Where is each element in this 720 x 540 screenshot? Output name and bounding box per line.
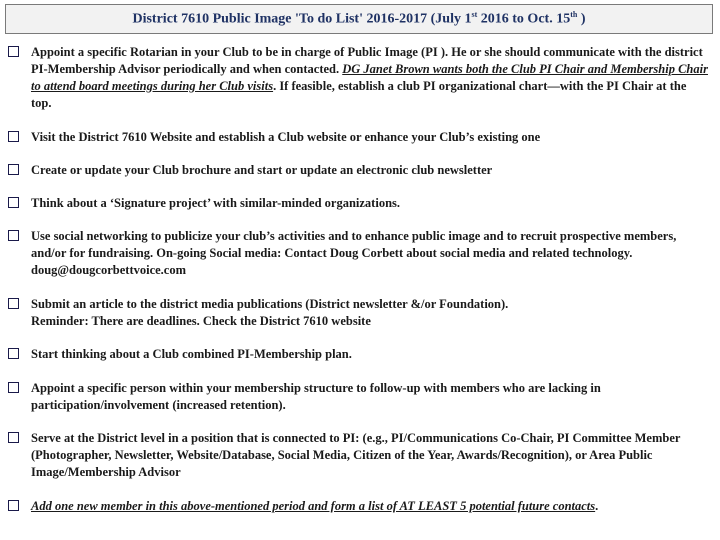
checkbox-bullet-icon xyxy=(8,298,19,309)
item-3-text: Create or update your Club brochure and start or update an electronic club newsletter xyxy=(31,163,493,177)
title-bar xyxy=(5,4,713,34)
item-text xyxy=(31,44,708,112)
page-title xyxy=(132,10,585,28)
item-6-line-2: Reminder: There are deadlines. Check the District 7610 website xyxy=(31,314,371,328)
item-1-emphasis: DG Janet Brown wants both the Club PI Chair and Membership Chair to attend board meetings during her Club visits xyxy=(31,62,708,93)
title-mid: 2016 to Oct. 15 xyxy=(477,11,571,27)
item-1-text-end: . If feasible, establish a club PI organizational chart—with the PI Chair at the top. xyxy=(31,79,687,110)
list-item xyxy=(8,195,708,212)
item-2-text: Visit the District 7610 Website and establish a Club website or enhance your Club’s existing one xyxy=(31,130,541,144)
title-sup-1: st xyxy=(471,10,478,20)
list-item xyxy=(8,228,708,279)
item-9-text: Serve at the District level in a position that is connected to PI: (e.g., PI/Communications Co-Chair, PI Committee Member (Photographer, Newsletter, Website/Database, Social Media, Citizen of the Year, Awards/Recognition), or Area Public Image/Membership Advisor xyxy=(31,431,681,479)
title-prefix: District 7610 Public Image 'To do List' 2016-2017 (July 1 xyxy=(132,11,472,27)
list-item xyxy=(8,380,708,414)
checkbox-bullet-icon xyxy=(8,164,19,175)
list-item xyxy=(8,162,708,179)
item-4-text: Think about a ‘Signature project’ with similar-minded organizations. xyxy=(31,196,401,210)
checkbox-bullet-icon xyxy=(8,197,19,208)
item-1-text: Appoint a specific Rotarian in your Club to be in charge of Public Image (PI ). He or she should communicate with the district PI-Membership Advisor periodically and when contacted. xyxy=(31,45,703,76)
checkbox-bullet-icon xyxy=(8,46,19,57)
list-item xyxy=(8,430,708,481)
title-suffix: ) xyxy=(577,11,586,27)
checkbox-bullet-icon xyxy=(8,500,19,511)
item-10-text-end: . xyxy=(595,499,599,513)
title-sup-2: th xyxy=(570,10,578,20)
item-8-text: Appoint a specific person within your membership structure to follow-up with members who are lacking in participation/involvement (increased retention). xyxy=(31,381,601,412)
item-6-line-1: Submit an article to the district media publications (District newsletter &/or Foundation). xyxy=(31,297,509,311)
list-item xyxy=(8,346,708,363)
checkbox-bullet-icon xyxy=(8,131,19,142)
item-6-text xyxy=(31,296,508,330)
item-10-text xyxy=(31,498,598,515)
list-item xyxy=(8,129,708,146)
checkbox-bullet-icon xyxy=(8,348,19,359)
item-7-text: Start thinking about a Club combined PI-Membership plan. xyxy=(31,347,352,361)
checkbox-bullet-icon xyxy=(8,382,19,393)
item-10-emphasis: Add one new member in this above-mentioned period and form a list of AT LEAST 5 potential future contacts xyxy=(31,499,596,513)
list-item xyxy=(8,296,708,330)
checkbox-bullet-icon xyxy=(8,230,19,241)
list-item xyxy=(8,44,708,112)
checkbox-bullet-icon xyxy=(8,432,19,443)
list-item xyxy=(8,498,708,515)
item-5-text: Use social networking to publicize your club’s activities and to enhance public image and to recruit prospective members, and/or for fundraising. On-going Social media: Contact Doug Corbett about social media and related technology. doug@dougcorbettvoice.com xyxy=(31,229,677,277)
